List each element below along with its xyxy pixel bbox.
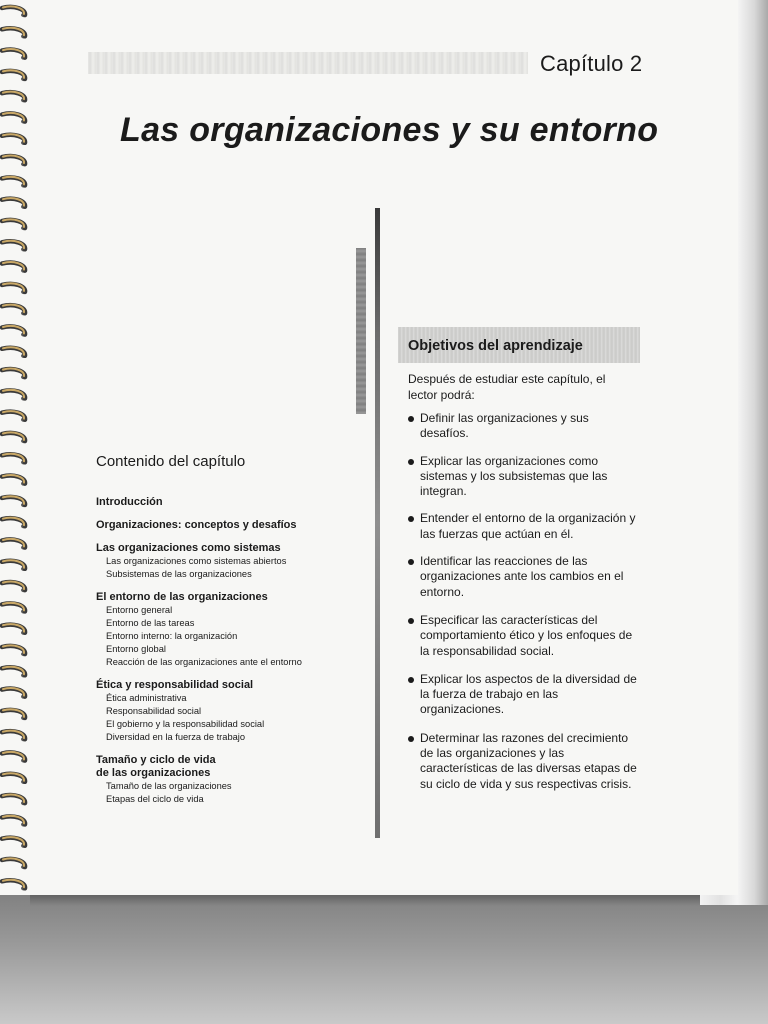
bullet-icon [408, 618, 414, 624]
chapter-label: Capítulo 2 [540, 51, 643, 76]
contents-subitem: Etapas del ciclo de vida [106, 794, 204, 804]
spiral-coil [2, 198, 27, 209]
contents-subitem: Entorno general [106, 605, 173, 615]
contents-section [96, 519, 356, 532]
spiral-coil [2, 475, 27, 486]
spiral-coil [2, 134, 27, 145]
spiral-coil [2, 837, 27, 848]
vertical-divider [375, 208, 380, 838]
contents-subitem: El gobierno y la responsabilidad social [106, 719, 265, 729]
spiral-coil [2, 731, 27, 742]
spiral-coil [2, 347, 27, 358]
objective-text: Explicar los aspectos de la diversidad de la fuerza de trabajo en las organizaciones. [420, 671, 637, 717]
contents-section-title: Organizaciones: conceptos y desafíos [96, 519, 297, 531]
header-strip [88, 52, 528, 74]
objective-text: Explicar las organizaciones como sistemas y los subsistemas que las integran. [420, 453, 608, 499]
contents-subitem: Reacción de las organizaciones ante el entorno [106, 657, 302, 667]
spiral-coil [2, 219, 27, 230]
spiral-coil [2, 156, 27, 167]
spiral-coil [2, 283, 27, 294]
objective-item [398, 411, 640, 442]
spiral-coil [2, 645, 27, 656]
spiral-coil [2, 539, 27, 550]
contents-section-title: Las organizaciones como sistemas [96, 542, 281, 554]
bullet-icon [408, 736, 414, 742]
contents-subitem: Ética administrativa [106, 693, 187, 703]
contents-subitem: Tamaño de las organizaciones [106, 781, 232, 791]
spiral-coil [2, 70, 27, 81]
spiral-coil [2, 411, 27, 422]
objective-text: Entender el entorno de la organización y las fuerzas que actúan en él. [420, 511, 636, 541]
objectives-heading: Objetivos del aprendizaje [408, 338, 583, 354]
contents-section-title: Ética y responsabilidad social [96, 679, 254, 691]
spiral-coil [2, 432, 27, 443]
spiral-coil [2, 880, 27, 891]
spiral-coil [2, 858, 27, 869]
contents-subitem: Entorno de las tareas [106, 618, 195, 628]
spiral-coil [2, 390, 27, 401]
contents-subitem: Entorno interno: la organización [106, 631, 238, 641]
contents-section [96, 679, 356, 744]
spiral-coil [2, 709, 27, 720]
bullet-icon [408, 677, 414, 683]
contents-heading: Contenido del capítulo [96, 453, 246, 470]
spiral-coil [2, 560, 27, 571]
spiral-coil [2, 582, 27, 593]
contents-section-title: Introducción [96, 496, 163, 508]
chapter-title: Las organizaciones y su entorno [120, 111, 659, 149]
spiral-coil [2, 177, 27, 188]
objectives-intro: Después de estudiar este capítulo, el lector podrá: [408, 372, 606, 402]
contents-section [96, 496, 356, 509]
contents-section [96, 754, 356, 806]
bullet-icon [408, 459, 414, 465]
spiral-coil [2, 305, 27, 316]
objective-text: Determinar las razones del crecimiento de las organizaciones y las características de las diversas etapas de su ciclo de vida y sus respectivas crisis. [420, 730, 637, 791]
spiral-coil [2, 624, 27, 635]
spiral-coil [2, 241, 27, 252]
spiral-coil [2, 773, 27, 784]
contents-subitem: Entorno global [106, 644, 166, 654]
contents-subitem: Las organizaciones como sistemas abiertos [106, 556, 287, 566]
spiral-coil [2, 262, 27, 273]
spiral-coil [2, 326, 27, 337]
contents-subitem: Subsistemas de las organizaciones [106, 569, 252, 579]
spiral-coil [2, 369, 27, 380]
spiral-coil [2, 688, 27, 699]
contents-section [96, 591, 356, 669]
spiral-coil [2, 6, 27, 17]
objective-text: Identificar las reacciones de las organizaciones ante los cambios en el entorno. [420, 554, 624, 599]
spiral-binding [0, 0, 34, 895]
spiral-coil [2, 92, 27, 103]
spiral-coil [2, 667, 27, 678]
spiral-coil [2, 795, 27, 806]
objective-item [398, 511, 640, 542]
spiral-coil [2, 49, 27, 60]
objective-item [398, 454, 640, 500]
spiral-coil [2, 113, 27, 124]
spiral-coil [2, 603, 27, 614]
decorative-bar [356, 248, 366, 414]
objective-item [398, 672, 640, 718]
objectives-panel [398, 327, 640, 867]
contents-list [96, 496, 356, 816]
bullet-icon [408, 559, 414, 565]
spiral-coil [2, 518, 27, 529]
contents-section [96, 542, 356, 581]
objective-item [398, 554, 640, 600]
bullet-icon [408, 416, 414, 422]
contents-section-title: El entorno de las organizaciones [96, 591, 268, 603]
spiral-coil [2, 816, 27, 827]
contents-subitem: Diversidad en la fuerza de trabajo [106, 732, 246, 742]
bullet-icon [408, 516, 414, 522]
spiral-coil [2, 752, 27, 763]
spiral-coil [2, 496, 27, 507]
spiral-coil [2, 454, 27, 465]
objectives-list [398, 411, 640, 792]
spiral-coil [2, 28, 27, 39]
objective-item [398, 731, 640, 792]
contents-subitem: Responsabilidad social [106, 706, 202, 716]
contents-section-title: Tamaño y ciclo de vida de las organizaciones [96, 754, 216, 779]
objective-text: Especificar las características del comportamiento ético y los enfoques de la responsabilidad social. [420, 612, 633, 658]
objective-text: Definir las organizaciones y sus desafíos. [420, 411, 589, 441]
objectives-header [398, 327, 640, 363]
objective-item [398, 613, 640, 659]
